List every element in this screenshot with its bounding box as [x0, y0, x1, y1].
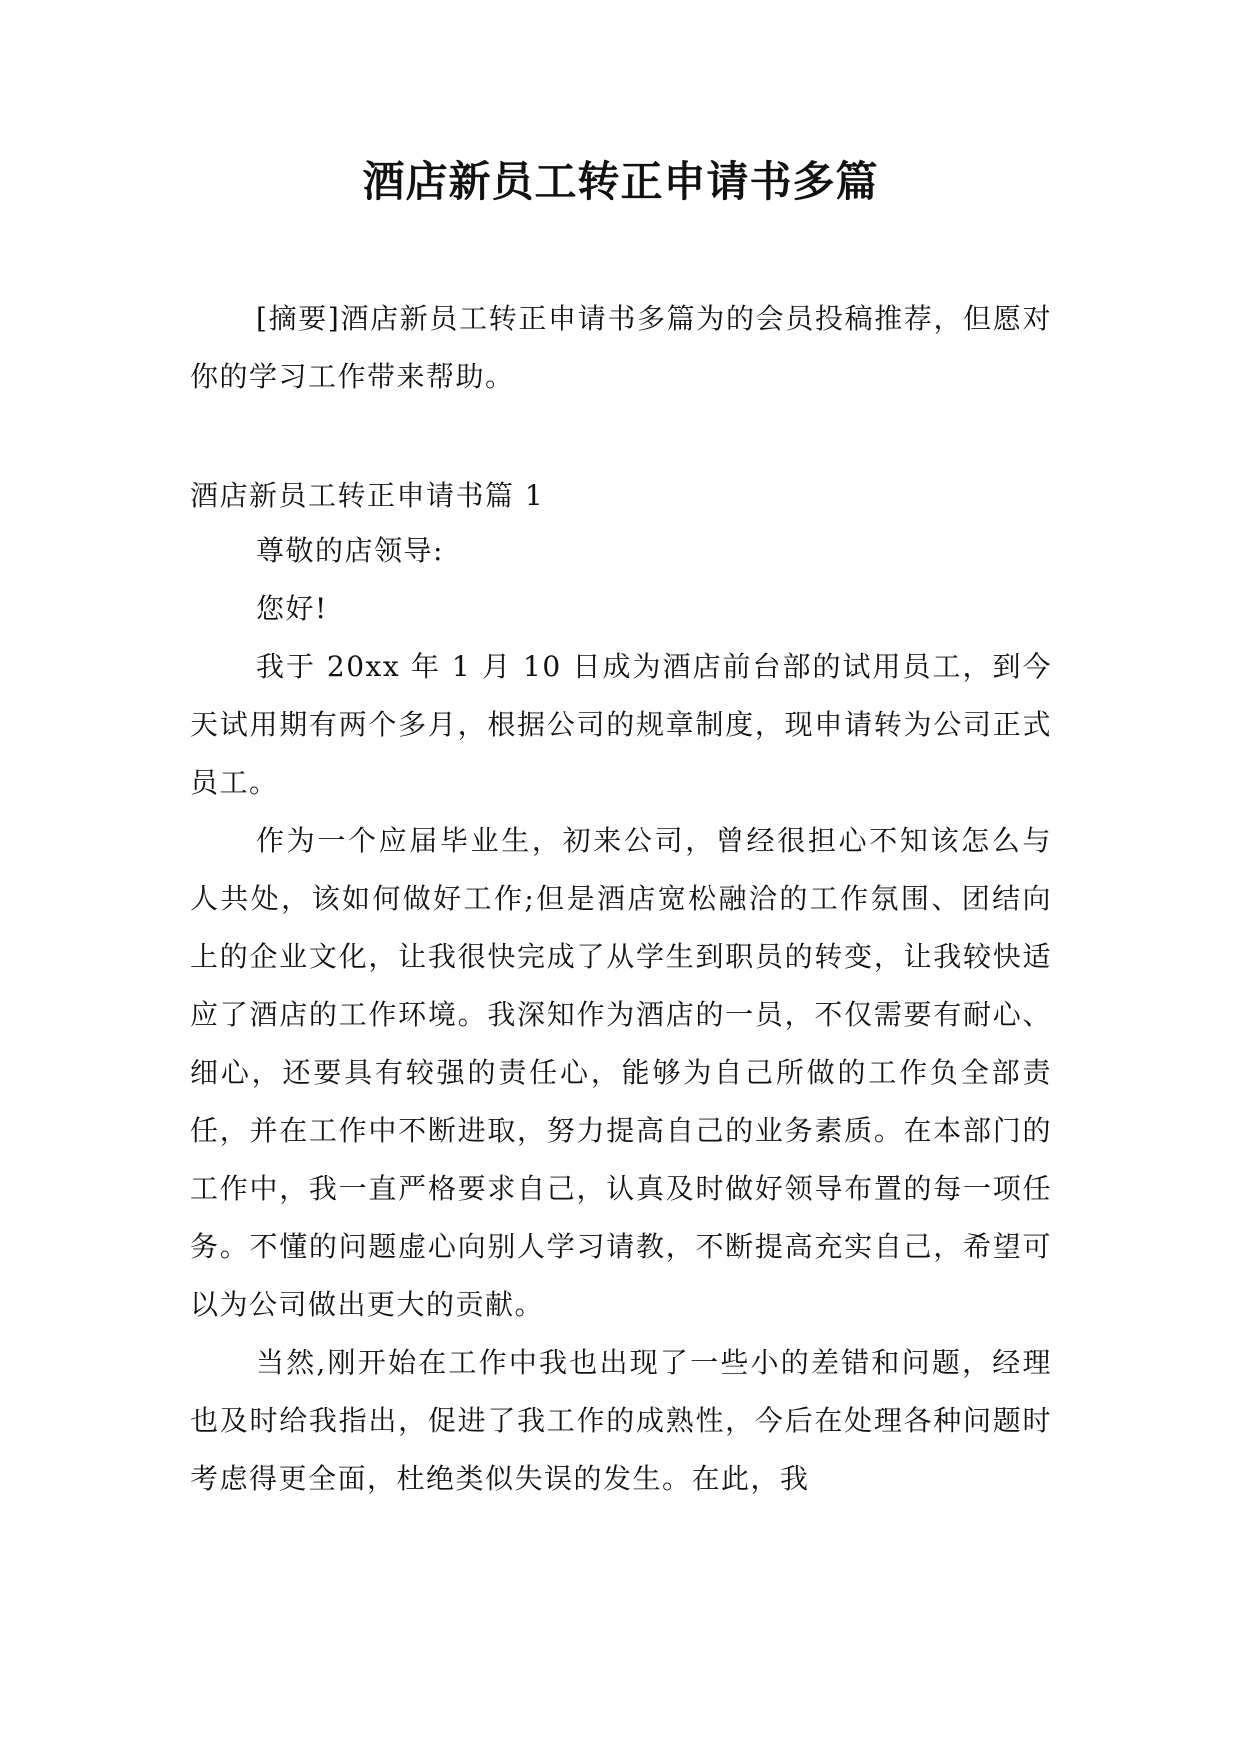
salutation: 尊敬的店领导: [256, 534, 444, 567]
greeting: 您好! [256, 592, 328, 625]
letter-body [190, 522, 1052, 1508]
abstract-block [190, 290, 1052, 406]
body-paragraph: 作为一个应届毕业生，初来公司，曾经很担心不知该怎么与人共处，该如何做好工作;但是酒店宽松融洽的工作氛围、团结向上的企业文化，让我很快完成了从学生到职员的转变，让我较快适应了酒店的工作环境。我深知作为酒店的一员，不仅需要有耐心、细心，还要具有较强的责任心，能够为自己所做的工作负全部责任，并在工作中不断进取，努力提高自己的业务素质。在本部门的工作中，我一直严格要求自己，认真及时做好领导布置的每一项任务。不懂的问题虚心向别人学习请教，不断提高充实自己，希望可以为公司做出更大的贡献。 [190, 824, 1052, 1321]
body-paragraph: 当然,刚开始在工作中我也出现了一些小的差错和问题，经理也及时给我指出，促进了我工作的成熟性，今后在处理各种问题时考虑得更全面，杜绝类似失误的发生。在此，我 [190, 1346, 1052, 1495]
body-paragraph: 我于 20xx 年 1 月 10 日成为酒店前台部的试用员工，到今天试用期有两个多月，根据公司的规章制度，现申请转为公司正式员工。 [190, 650, 1052, 799]
document-title: 酒店新员工转正申请书多篇 [362, 157, 879, 206]
section-heading: 酒店新员工转正申请书篇 1 [190, 479, 545, 512]
abstract-paragraph: [摘要]酒店新员工转正申请书多篇为的会员投稿推荐，但愿对你的学习工作带来帮助。 [190, 302, 1052, 393]
